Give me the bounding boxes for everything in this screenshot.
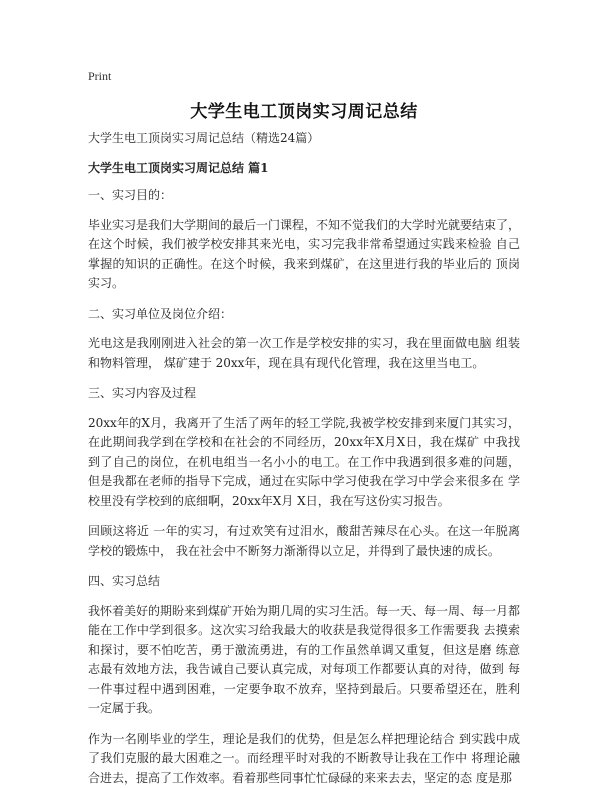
paragraph-content-2: 回顾这将近 一年的实习，有过欢笑有过泪水，酸甜苦辣尽在心头。在这一年脱离学校的锻炼中， 我在社会中不断努力渐渐得以立足，并得到了最快速的成长。 bbox=[88, 522, 520, 561]
paragraph-unit: 光电这是我刚刚进入社会的第一次工作是学校安排的实习，我在里面做电脑 组装和物料管理， 煤矿建于 20xx年，现在具有现代化管理，我在这里当电工。 bbox=[88, 334, 520, 373]
section-heading-unit: 二、实习单位及岗位介绍： bbox=[88, 305, 520, 325]
document-subtitle: 大学生电工顶岗实习周记总结（精选24篇） bbox=[88, 129, 520, 149]
paragraph-purpose: 毕业实习是我们大学期间的最后一门课程，不知不觉我们的大学时光就要结束了，在这个时候，我们被学校安排其来光电，实习完我非常希望通过实践来检验 自己掌握的知识的正确性。在这个时候，我来到煤矿，在这里进行我的毕业后的 顶岗实习。 bbox=[88, 216, 520, 294]
section-heading-content: 三、实习内容及过程 bbox=[88, 384, 520, 404]
paragraph-summary-2: 作为一名刚毕业的学生，理论是我们的优势，但是怎么样把理论结合 到实践中成了我们克服的最大困难之一。而经理平时对我的不断教导让我在工作中 将理论融合进去，提高了工作效率。看着那些同事忙忙碌碌的来来去去，坚定的态 度是那 bbox=[88, 730, 520, 788]
article-heading: 大学生电工顶岗实习周记总结 篇1 bbox=[88, 159, 520, 179]
paragraph-summary-1: 我怀着美好的期盼来到煤矿开始为期几周的实习生活。每一天、每一周、每一月都能在工作中学到很多。这次实习给我最大的收获是我觉得很多工作需要我 去摸索和探讨，要不怕吃苦，勇于激流勇进，有的工作虽然单调又重复，但这是磨 练意志最有效地方法，我告诫自己要认真完成，对每项工作都要认真的对待，做到 每一件事过程中遇到困难，一定要争取不放弃，坚持到最后。只要希望还在，胜利 一定属于我。 bbox=[88, 602, 520, 719]
print-label[interactable]: Print bbox=[88, 69, 111, 84]
document-body bbox=[88, 186, 520, 788]
section-heading-summary: 四、实习总结 bbox=[88, 572, 520, 592]
paragraph-content-1: 20xx年的X月，我离开了生活了两年的轻工学院,我被学校安排到来厦门其实习，在此期间我学到在学校和在社会的不同经历，20xx年X月X日，我在煤矿 中我找到了自己的岗位，在机电组当一名小小的电工。在工作中我遇到很多难的问题， 但是我都在老师的指导下完成，通过在实际中学习使我在学习中学会来很多在 学校里没有学校到的底细啊，20xx年X月 X日，我在写这份实习报告。 bbox=[88, 414, 520, 512]
page-title: 大学生电工顶岗实习周记总结 bbox=[88, 97, 520, 122]
section-heading-purpose: 一、实习目的： bbox=[88, 186, 520, 206]
